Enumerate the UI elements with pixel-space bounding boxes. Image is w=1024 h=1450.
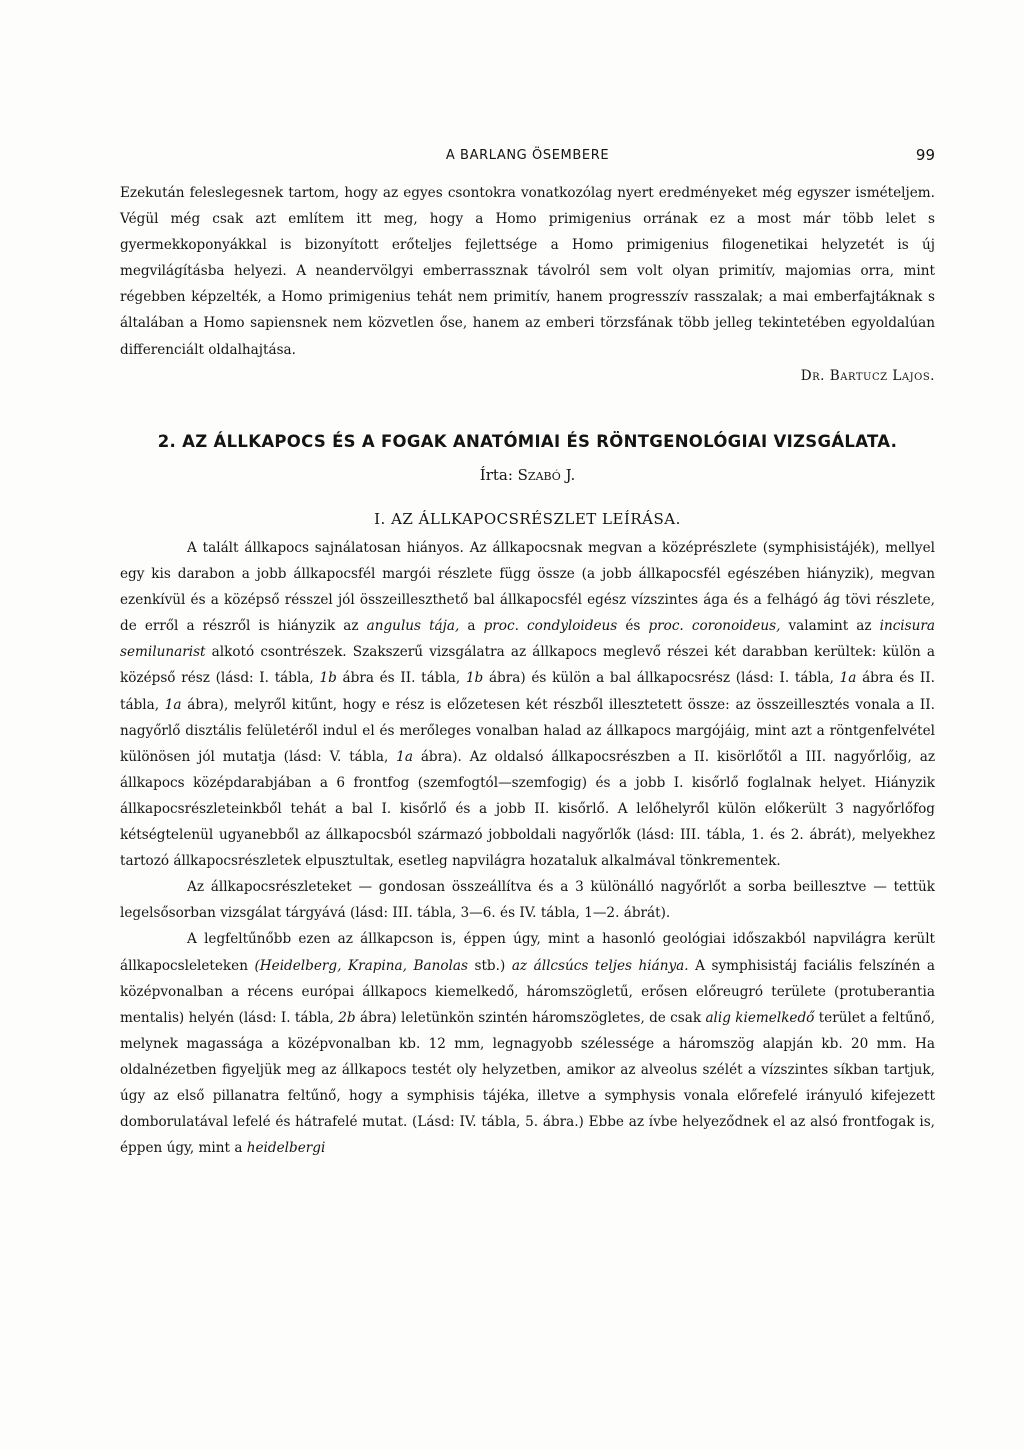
italic-term: heidelbergi [246,1140,326,1157]
text-run: ábra és II. tábla, [336,670,466,687]
text-run: ábra) és külön a bal állkapocsrész (lásd: I. tábla, [483,670,840,687]
text-run: alkotó csontrészek. Szakszerű vizsgálatra az állkapocs meglevő részei két darabban kerültek: külön a középső rész (lásd: I. tábla, [120,644,935,687]
italic-term: proc. coronoideus, [648,618,781,635]
italic-term: 1a [164,696,182,713]
intro-paragraph: Ezekután feleslegesnek tartom, hogy az egyes csontokra vonatkozólag nyert eredményeket még egyszer ismételjem. Végül még csak azt említem itt meg, hogy a Homo primigenius orrának ez a most már több lelet s gyermekkoponyákkal is bizonyított erőteljes fejlettsége a Homo primigenius filogenetikai helyzetét is új megvilágításba helyezi. A neandervölgyi emberrassznak távolról sem volt olyan primitív, majomias orra, mint régebben képzelték, a Homo primigenius tehát nem primitív, hanem progresszív rasszalak; a mai emberfajtáknak s általában a Homo sapiensnek nem közvetlen őse, hanem az emberi törzsfának több jelleg tekintetében egyoldalúan differenciált oldalhajtása. [120,185,935,358]
italic-term: 1b [465,670,484,687]
italic-term: az állcsúcs teljes hiánya. [511,957,689,974]
italic-term: 1a [396,748,413,765]
italic-term: 2b [338,1009,356,1026]
text-run: valamint az [780,618,880,635]
body-text [120,535,935,1161]
text-run: A talált állkapocs sajnálatosan hiányos. Az állkapocsnak megvan a középrészlete (symphisistájék), mellyel egy kis darabon a jobb állkapocsfél margói részlete függ össze (a jobb állkapocsfél egészében hiányzik), megvan ezenkívül és a középső résszel jól összeilleszthető bal állkapocsfél egész vízszintes ága és a felhágó ág tövi részlete, de erről a részről is hiányzik az [120,540,935,635]
text-run: ábra), melyről kitűnt, hogy e rész is előzetesen két részből illesztetett össze: az összeillesztés vonala a II. nagyőrlő disztális felületéről indul el és merőleges vonalban halad az állkapocs margójáig, mint azt a röntgenfelvétel különösen jól mutatja (lásd: V. tábla, [120,696,935,765]
subsection-title: I. AZ ÁLLKAPOCSRÉSZLET LEÍRÁSA. [374,510,681,528]
text-run: terület a feltűnő, melynek magassága a középvonalban kb. 12 mm, legnagyobb szélessége a háromszög alapján kb. 20 mm. Ha oldalnézetben figyeljük meg az állkapocs testét oly helyzetben, amikor az alveolus szélét a vízszintes síkban tartjuk, úgy az első pillanatra feltűnő, hogy a symphisis tájéka, illetve a symphysis vonala előrefelé irányuló kifejezett domborulatával lefelé és hátrafelé mutat. (Lásd: IV. tábla, 5. ábra.) Ebbe az ívbe helyeződnek el az alsó frontfogak is, éppen úgy, mint a [120,1009,935,1157]
italic-term: (Heidelberg, Krapina, Banolas [254,957,468,974]
text-run: stb.) [467,957,512,974]
running-title: A BARLANG ÖSEMBERE [445,148,610,163]
italic-term: incisura semilunarist [120,618,935,661]
italic-term: 1b [319,670,337,687]
author-name: Szabó J. [517,466,576,484]
text-run: A symphisistáj faciális felszínén a középvonalban a récens európai állkapocs kiemelkedő, háromszögletű, erősen előreugró területe (protuberantia mentalis) helyén (lásd: I. tábla, [120,957,935,1026]
text-run: ábra és II. tábla, [120,670,935,713]
page-number: 99 [915,146,935,164]
body-paragraph-2: Az állkapocsrészleteket — gondosan összeállítva és a 3 különálló nagyőrlőt a sorba beillesztve — tettük legelsősorban vizsgálat tárgyává (lásd: III. tábla, 3—6. és IV. tábla, 1—2. ábrát). [120,879,935,922]
intro-text [120,180,935,389]
author-prefix: Írta: [479,466,518,484]
text-run: A legfeltűnőbb ezen az állkapcson is, éppen úgy, mint a hasonló geológiai időszakból napvilágra került állkapocsleleteken [120,931,935,974]
author-signature: Dr. Bartucz Lajos. [800,367,935,384]
italic-term: proc. condyloideus [483,618,618,635]
italic-term: alig kiemelkedő [705,1009,815,1026]
body-paragraph-3 [120,926,935,1161]
text-run: ábra) leletünkön szintén háromszögletes, de csak [355,1009,706,1026]
text-run: ábra). Az oldalsó állkapocsrészben a II. kisörlőtől a III. nagyőrlőig, az állkapocs középdarabjában a 6 frontfog (szemfogtól—szemfogig) és a jobb I. kisőrlő foglalnak helyet. Hiányzik állkapocsrészleteinkből tehát a bal I. kisőrlő és a jobb II. kisőrlő. A lelőhelyről külön előkerült 3 nagyőrlőfog kétségtelenül ugyanebből az állkapocsból származó jobboldali nagyőrlők (lásd: III. tábla, 1. és 2. ábrát), melyekhez tartozó állkapocsrészletek elpusztultak, esetleg napvilágra hozataluk alkalmával tönkrementek. [120,748,935,870]
italic-term: 1a [839,670,857,687]
text-run: a [459,618,484,635]
text-run: és [617,618,649,635]
body-paragraph-1 [120,535,935,874]
italic-term: angulus tája, [366,618,460,635]
section-title: 2. AZ ÁLLKAPOCS ÉS A FOGAK ANATÓMIAI ÉS RÖNTGENOLÓGIAI VIZSGÁLATA. [157,432,898,451]
author-line [120,466,935,484]
page-header [120,146,935,170]
